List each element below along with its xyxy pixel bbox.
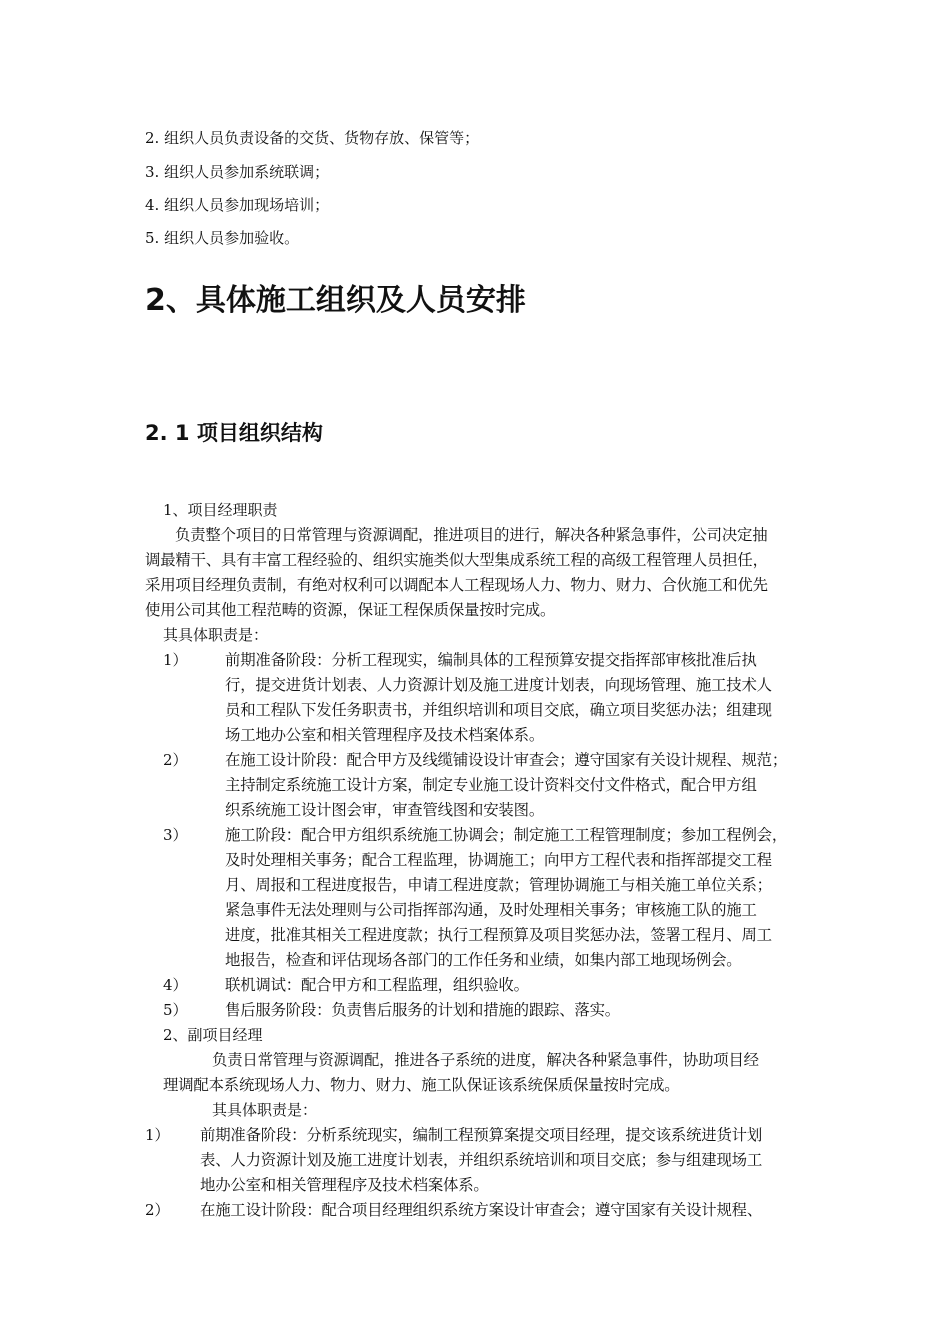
item-line: 员和工程队下发任务职责书，并组织培训和项目交底，确立项目奖惩办法；组建现 (225, 701, 772, 719)
item-number: 3） (163, 826, 188, 844)
item-number: 1） (163, 651, 188, 669)
item-number: 5） (163, 1001, 188, 1019)
item-line: 织系统施工设计图会审，审查管线图和安装图。 (225, 801, 545, 819)
intro-list-item: 4. 组织人员参加现场培训； (145, 196, 330, 214)
intro-list-item: 3. 组织人员参加系统联调； (145, 163, 330, 181)
item-line: 表、人力资源计划及施工进度计划表，并组织系统培训和项目交底；参与组建现场工 (200, 1151, 763, 1169)
item-line: 地报告，检查和评估现场各部门的工作任务和业绩，如集内部工地现场例会。 (225, 951, 742, 969)
intro-list-item: 5. 组织人员参加验收。 (145, 229, 300, 247)
paragraph-line: 负责整个项目的日常管理与资源调配，推进项目的进行，解决各种紧急事件，公司决定抽 (175, 526, 768, 544)
item-line: 前期准备阶段：分析系统现实，编制工程预算案提交项目经理，提交该系统进货计划 (200, 1126, 763, 1144)
paragraph-line: 使用公司其他工程范畴的资源，保证工程保质保量按时完成。 (145, 601, 556, 619)
item-line: 紧急事件无法处理则与公司指挥部沟通，及时处理相关事务；审核施工队的施工 (225, 901, 757, 919)
item-line: 场工地办公室和相关管理程序及技术档案体系。 (225, 726, 545, 744)
item-number: 1） (145, 1126, 170, 1144)
duties-label: 其具体职责是： (163, 626, 269, 644)
paragraph-line: 理调配本系统现场人力、物力、财力、施工队保证该系统保质保量按时完成。 (163, 1076, 680, 1094)
item-line: 地办公室和相关管理程序及技术档案体系。 (200, 1176, 489, 1194)
subsection-title: 2、副项目经理 (163, 1026, 263, 1044)
section-heading-1: 2、具体施工组织及人员安排 (145, 283, 526, 318)
subsection-title: 1、项目经理职责 (163, 501, 278, 519)
paragraph-line: 负责日常管理与资源调配，推进各子系统的进度，解决各种紧急事件，协助项目经 (212, 1051, 759, 1069)
item-number: 2） (163, 751, 188, 769)
item-line: 行，提交进货计划表、人力资源计划及施工进度计划表，向现场管理、施工技术人 (225, 676, 772, 694)
paragraph-line: 采用项目经理负责制，有绝对权利可以调配本人工程现场人力、物力、财力、合伙施工和优先 (145, 576, 768, 594)
item-number: 4） (163, 976, 188, 994)
intro-list-item: 2. 组织人员负责设备的交货、货物存放、保管等； (145, 129, 480, 147)
item-line: 及时处理相关事务；配合工程监理，协调施工；向甲方工程代表和指挥部提交工程 (225, 851, 772, 869)
item-number: 2） (145, 1201, 170, 1219)
paragraph-line: 调最精干、具有丰富工程经验的、组织实施类似大型集成系统工程的高级工程管理人员担任， (145, 551, 768, 569)
item-line: 在施工设计阶段：配合甲方及线缆铺设设计审查会；遵守国家有关设计规程、规范； (225, 751, 788, 769)
item-line: 主持制定系统施工设计方案，制定专业施工设计资料交付文件格式，配合甲方组 (225, 776, 757, 794)
section-heading-2: 2. 1 项目组织结构 (145, 421, 323, 445)
item-line: 联机调试：配合甲方和工程监理，组织验收。 (225, 976, 529, 994)
item-line: 进度，批准其相关工程进度款；执行工程预算及项目奖惩办法，签署工程月、周工 (225, 926, 772, 944)
item-line: 施工阶段：配合甲方组织系统施工协调会；制定施工工程管理制度；参加工程例会， (225, 826, 788, 844)
item-line: 前期准备阶段：分析工程现实，编制具体的工程预算安提交指挥部审核批准后执 (225, 651, 757, 669)
item-line: 在施工设计阶段：配合项目经理组织系统方案设计审查会；遵守国家有关设计规程、 (200, 1201, 763, 1219)
item-line: 月、周报和工程进度报告，申请工程进度款；管理协调施工与相关施工单位关系； (225, 876, 772, 894)
duties-label: 其具体职责是： (212, 1101, 318, 1119)
item-line: 售后服务阶段：负责售后服务的计划和措施的跟踪、落实。 (225, 1001, 620, 1019)
